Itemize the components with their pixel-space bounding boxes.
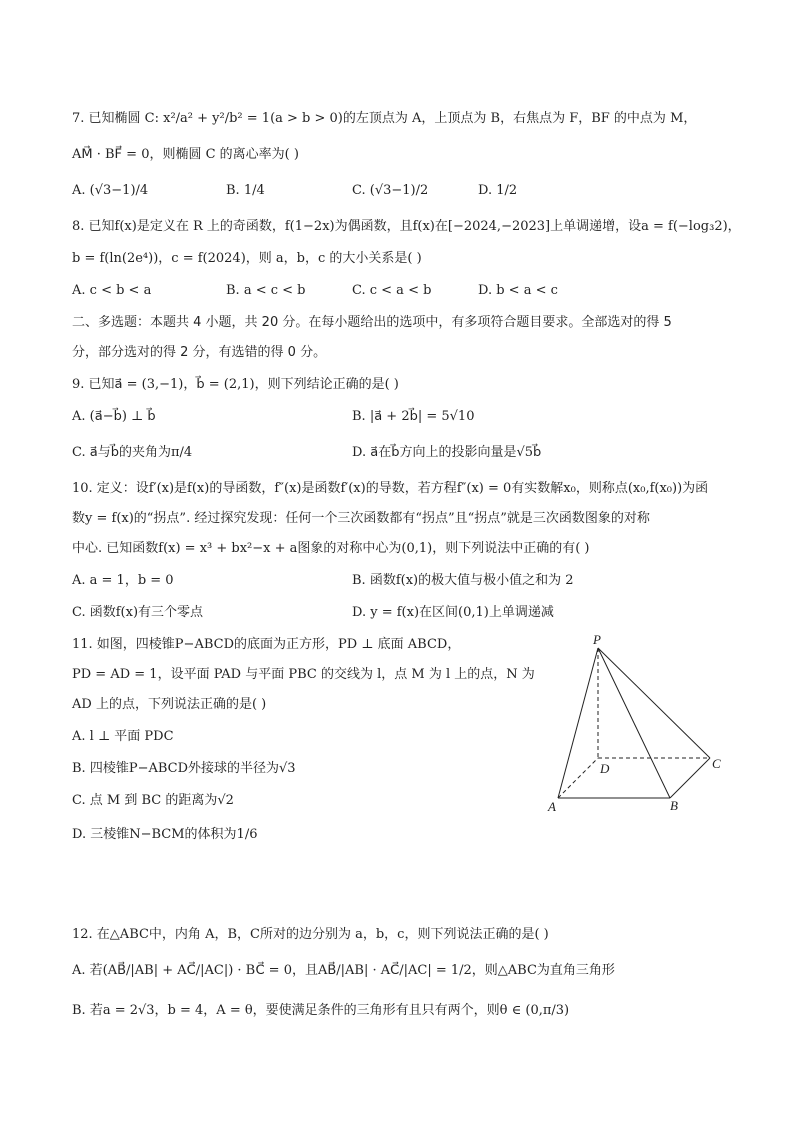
q9-option-b: B. |a⃗ + 2b⃗| = 5√10 bbox=[352, 409, 475, 424]
edge-pa bbox=[558, 648, 598, 798]
q8-option-a: A. c < b < a bbox=[72, 283, 152, 298]
q10-stem-line2: 数y = f(x)的“拐点”. 经过探究发现：任何一个三次函数都有“拐点”且“拐点”就是三次函数图象的对称 bbox=[72, 511, 650, 526]
q9-option-a: A. (a⃗−b⃗) ⊥ b⃗ bbox=[72, 409, 156, 424]
q10-option-c: C. 函数f(x)有三个零点 bbox=[72, 605, 204, 620]
q10-option-b: B. 函数f(x)的极大值与极小值之和为 2 bbox=[352, 573, 574, 588]
q7-option-d: D. 1/2 bbox=[478, 183, 518, 198]
q11-option-d: D. 三棱锥N−BCM的体积为1/6 bbox=[72, 827, 258, 842]
q7-stem-line1: 7. 已知椭圆 C: x²/a² + y²/b² = 1(a > b > 0)的左顶点为 A，上顶点为 B，右焦点为 F，BF 的中点为 M， bbox=[72, 111, 697, 126]
q10-stem-line1: 10. 定义：设f′(x)是f(x)的导函数，f″(x)是函数f′(x)的导数，若方程f″(x) = 0有实数解x₀，则称点(x₀,f(x₀))为函 bbox=[72, 481, 709, 496]
q10-option-a: A. a = 1，b = 0 bbox=[72, 573, 174, 588]
label-c: C bbox=[712, 756, 721, 771]
pyramid-figure bbox=[540, 628, 740, 818]
q10-option-d: D. y = f(x)在区间(0,1)上单调递减 bbox=[352, 605, 554, 620]
q8-stem-line2: b = f(ln(2e⁴))，c = f(2024)，则 a，b，c 的大小关系是( ) bbox=[72, 251, 422, 266]
label-b: B bbox=[670, 798, 678, 813]
q11-option-c: C. 点 M 到 BC 的距离为√2 bbox=[72, 793, 234, 808]
q11-option-b: B. 四棱锥P−ABCD外接球的半径为√3 bbox=[72, 761, 296, 776]
q8-option-d: D. b < a < c bbox=[478, 283, 558, 298]
edge-bc bbox=[670, 758, 710, 798]
q12-option-b: B. 若a = 2√3，b = 4，A = θ，要使满足条件的三角形有且只有两个，则θ ∈ (0,π/3) bbox=[72, 1003, 570, 1018]
q8-option-b: B. a < c < b bbox=[226, 283, 306, 298]
q9-option-d: D. a⃗在b⃗方向上的投影向量是√5b⃗ bbox=[352, 445, 542, 460]
edge-ad-hidden bbox=[558, 758, 598, 798]
section2-header-line1: 二、多选题：本题共 4 小题，共 20 分。在每小题给出的选项中，有多项符合题目要求。全部选对的得 5 bbox=[72, 315, 672, 330]
q11-stem-line2: PD = AD = 1，设平面 PAD 与平面 PBC 的交线为 l，点 M 为 l 上的点，N 为 bbox=[72, 667, 535, 682]
q11-stem-line1: 11. 如图，四棱锥P−ABCD的底面为正方形，PD ⊥ 底面 ABCD， bbox=[72, 637, 461, 652]
q7-option-a: A. (√3−1)/4 bbox=[72, 183, 149, 198]
section2-header-line2: 分，部分选对的得 2 分，有选错的得 0 分。 bbox=[72, 345, 327, 360]
q7-stem-line2: AM⃗ · BF⃗ = 0，则椭圆 C 的离心率为( ) bbox=[72, 147, 299, 162]
q11-option-a: A. l ⊥ 平面 PDC bbox=[72, 729, 174, 744]
q8-option-c: C. c < a < b bbox=[352, 283, 432, 298]
label-d: D bbox=[600, 761, 610, 776]
q12-stem: 12. 在△ABC中，内角 A，B，C所对的边分别为 a，b，c，则下列说法正确的是( ) bbox=[72, 927, 549, 942]
q7-option-c: C. (√3−1)/2 bbox=[352, 183, 429, 198]
q10-stem-line3: 中心. 已知函数f(x) = x³ + bx²−x + a图象的对称中心为(0,1)，则下列说法中正确的有( ) bbox=[72, 541, 590, 556]
q7-option-b: B. 1/4 bbox=[226, 183, 265, 198]
edge-pc bbox=[598, 648, 710, 758]
q12-option-a: A. 若(AB⃗/|AB| + AC⃗/|AC|) · BC⃗ = 0，且AB⃗/|AB| · AC⃗/|AC| = 1/2，则△ABC为直角三角形 bbox=[72, 963, 615, 978]
q9-option-c: C. a⃗与b⃗的夹角为π/4 bbox=[72, 445, 193, 460]
q8-stem-line1: 8. 已知f(x)是定义在 R 上的奇函数，f(1−2x)为偶函数，且f(x)在[−2024,−2023]上单调递增，设a = f(−log₃2)， bbox=[72, 219, 741, 234]
q9-stem: 9. 已知a⃗ = (3,−1)，b⃗ = (2,1)，则下列结论正确的是( ) bbox=[72, 377, 399, 392]
q11-stem-line3: AD 上的点，下列说法正确的是( ) bbox=[72, 697, 267, 712]
label-a: A bbox=[548, 799, 556, 814]
label-p: P bbox=[593, 632, 601, 647]
